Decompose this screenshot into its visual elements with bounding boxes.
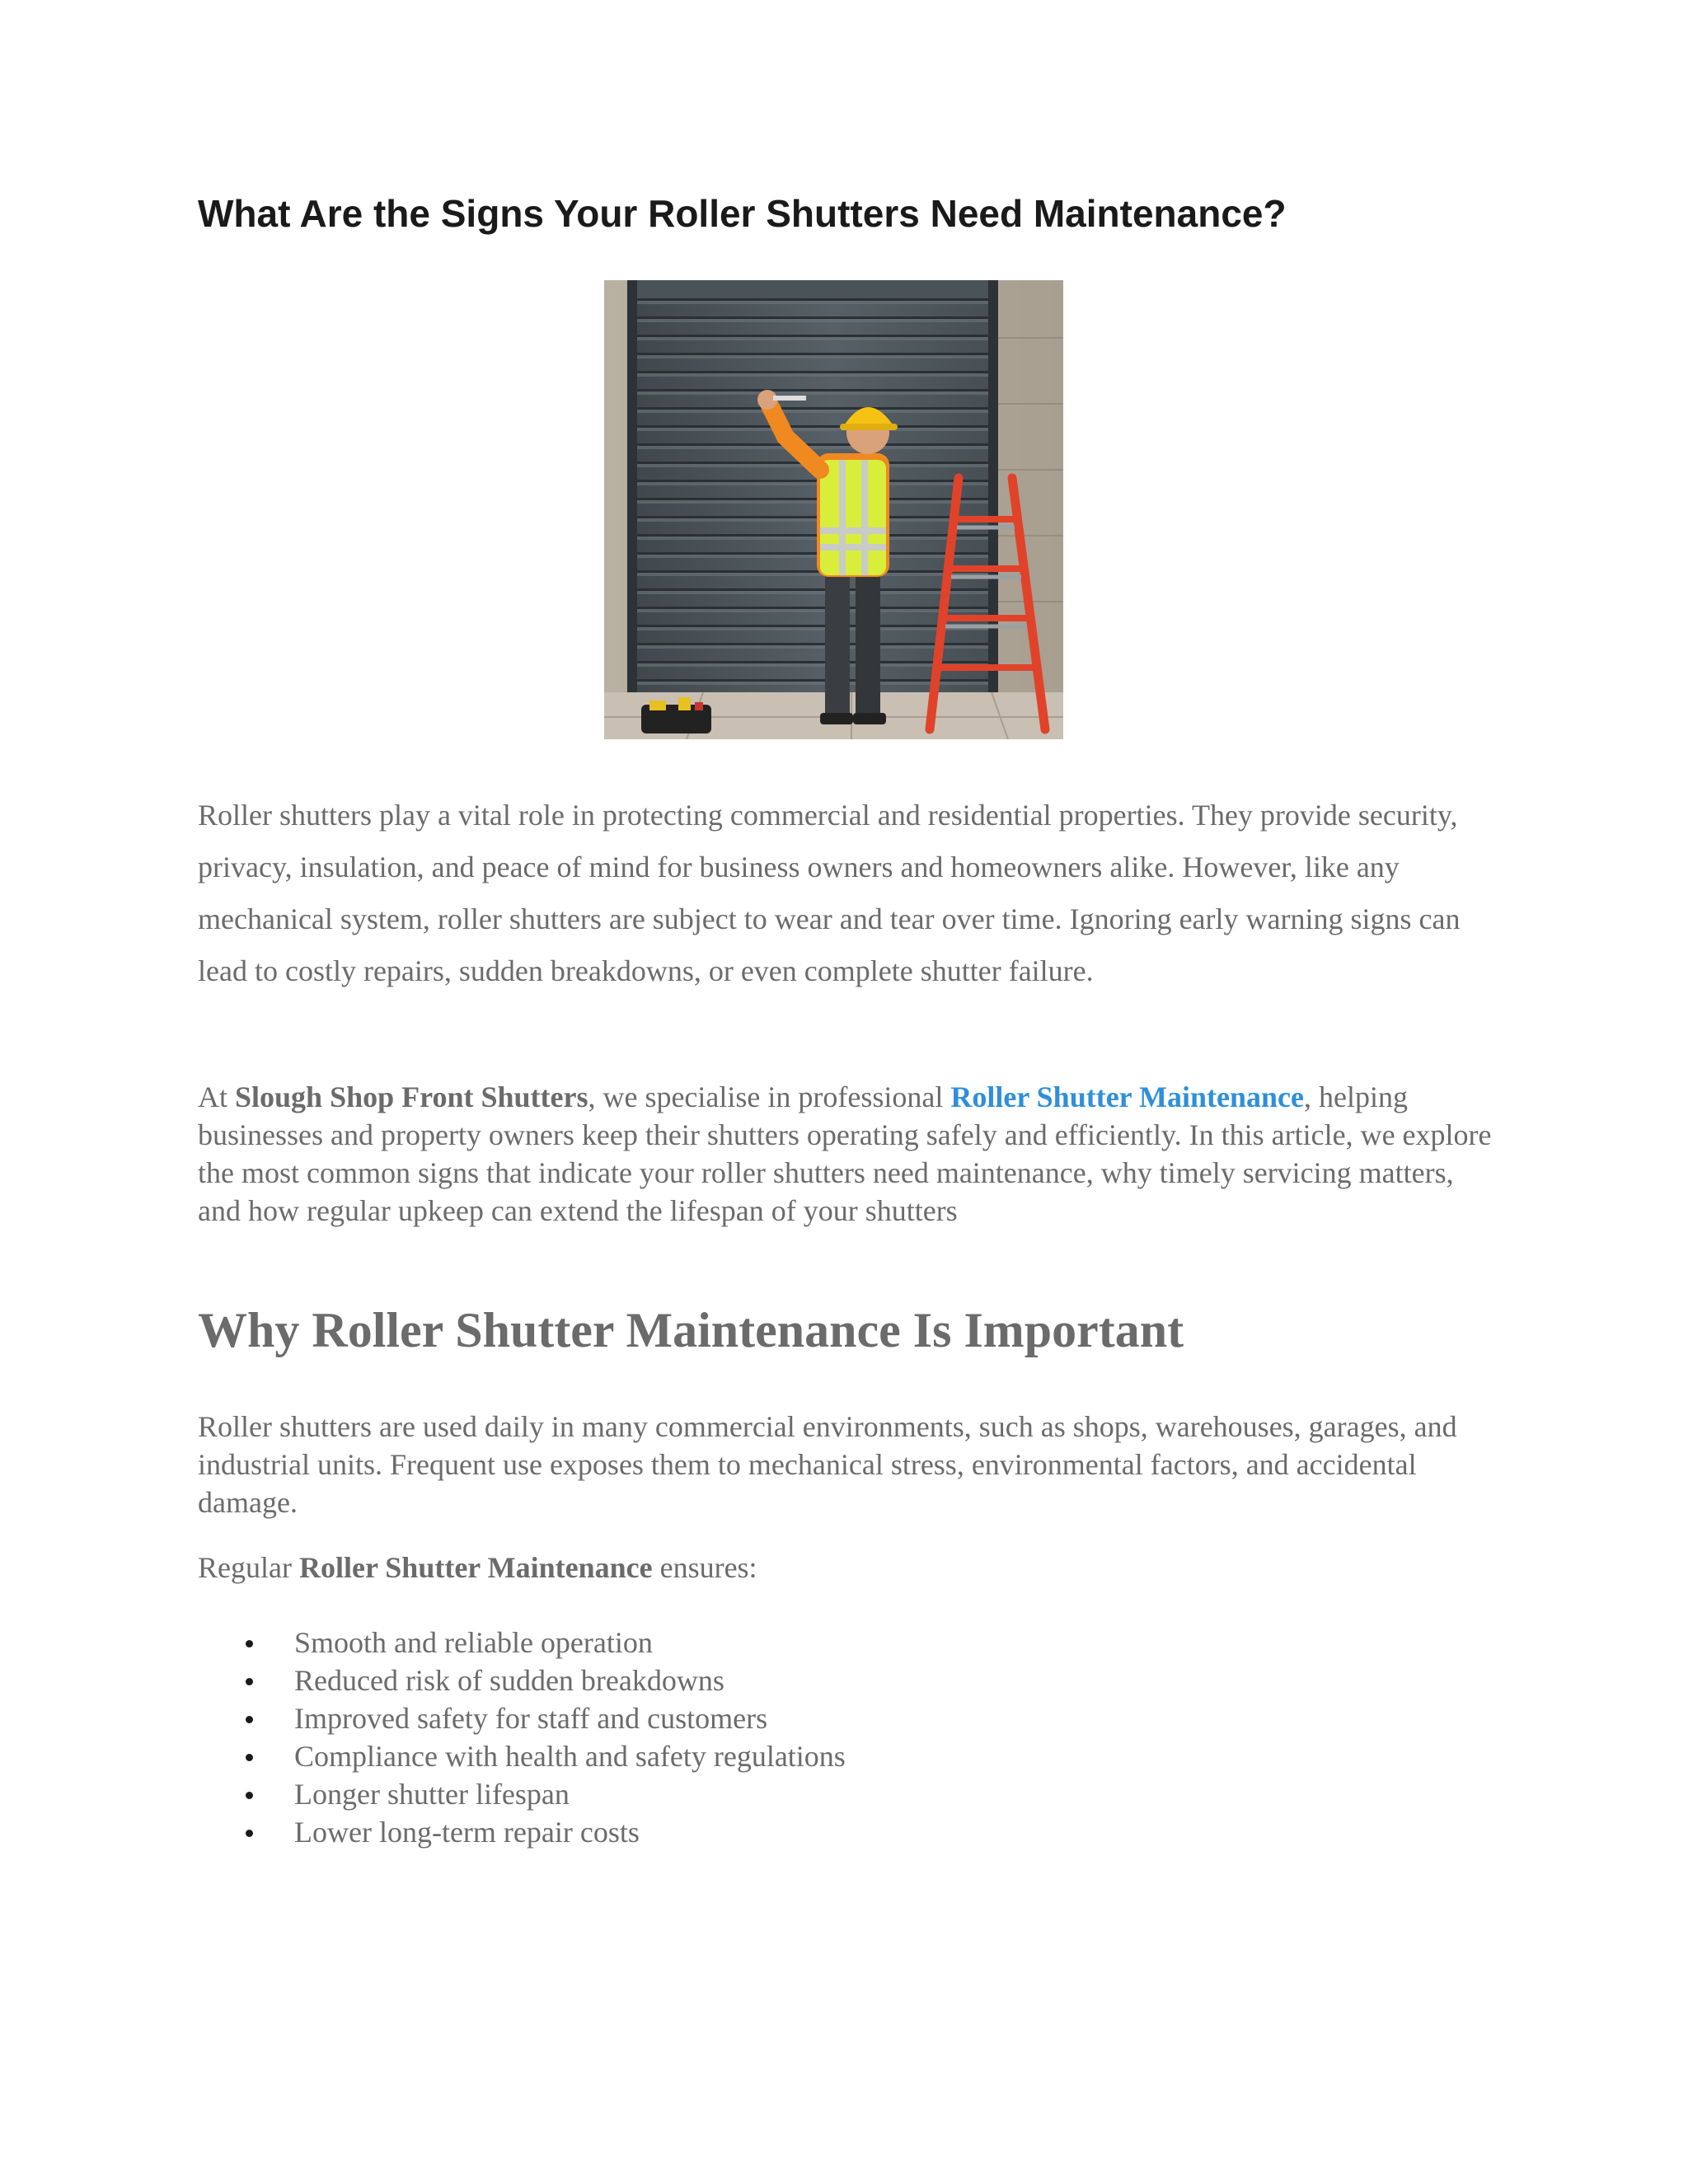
page-title: What Are the Signs Your Roller Shutters Need Maintenance? <box>198 192 1287 235</box>
bullet-icon <box>246 1830 253 1837</box>
list-item-text: Compliance with health and safety regulations <box>294 1740 846 1773</box>
list-item-text: Lower long-term repair costs <box>294 1816 640 1849</box>
company-para-suffix: , helping businesses and property owners keep their shutters operating safely and efficiently. In this article, we explore the most common signs that indicate your roller shutters need maintenance, why timely servicing matters, and how regular upkeep can extend the lifespan of your shutters <box>198 1080 1492 1227</box>
ensures-suffix: ensures: <box>652 1551 757 1584</box>
bullet-icon <box>246 1640 253 1647</box>
list-item-text: Improved safety for staff and customers <box>294 1702 768 1735</box>
ensures-bold-term: Roller Shutter Maintenance <box>298 1551 653 1584</box>
list-item-text: Reduced risk of sudden breakdowns <box>294 1664 724 1697</box>
list-item <box>198 1624 1434 1661</box>
intro-paragraph: Roller shutters play a vital role in protecting commercial and residential properties. They provide security, privacy, insulation, and peace of mind for business owners and homeowners alike. However, like any mechanical system, roller shutters are subject to wear and tear over time. Ignoring early warning signs can lead to costly repairs, sudden breakdowns, or even complete shutter failure. <box>198 799 1461 987</box>
company-paragraph <box>198 1078 1500 1230</box>
worker-shutter-illustration <box>604 280 1063 739</box>
bullet-icon <box>246 1716 253 1723</box>
list-item <box>198 1775 1434 1813</box>
list-item <box>198 1737 1434 1775</box>
bullet-icon <box>246 1754 253 1761</box>
list-item <box>198 1699 1434 1737</box>
section-heading: Why Roller Shutter Maintenance Is Important <box>198 1303 1184 1357</box>
section-paragraph: Roller shutters are used daily in many commercial environments, such as shops, warehouses, garages, and industrial units. Frequent use exposes them to mechanical stress, environmental factors, and accidental damage. <box>198 1410 1457 1519</box>
company-para-prefix: At <box>198 1080 235 1113</box>
list-item-text: Smooth and reliable operation <box>294 1626 653 1659</box>
roller-shutter-maintenance-link[interactable]: Roller Shutter Maintenance <box>950 1080 1304 1113</box>
list-item-text: Longer shutter lifespan <box>294 1778 570 1811</box>
company-para-middle: , we specialise in professional <box>588 1080 951 1113</box>
ensures-paragraph <box>198 1549 1500 1586</box>
bullet-icon <box>246 1792 253 1799</box>
list-item <box>198 1661 1434 1699</box>
ensures-prefix: Regular <box>198 1551 299 1584</box>
bullet-icon <box>246 1678 253 1685</box>
hero-image-worker-repairing-shutter <box>604 280 1063 739</box>
benefits-list <box>198 1624 1434 1851</box>
list-item <box>198 1813 1434 1851</box>
company-name: Slough Shop Front Shutters <box>235 1080 588 1113</box>
